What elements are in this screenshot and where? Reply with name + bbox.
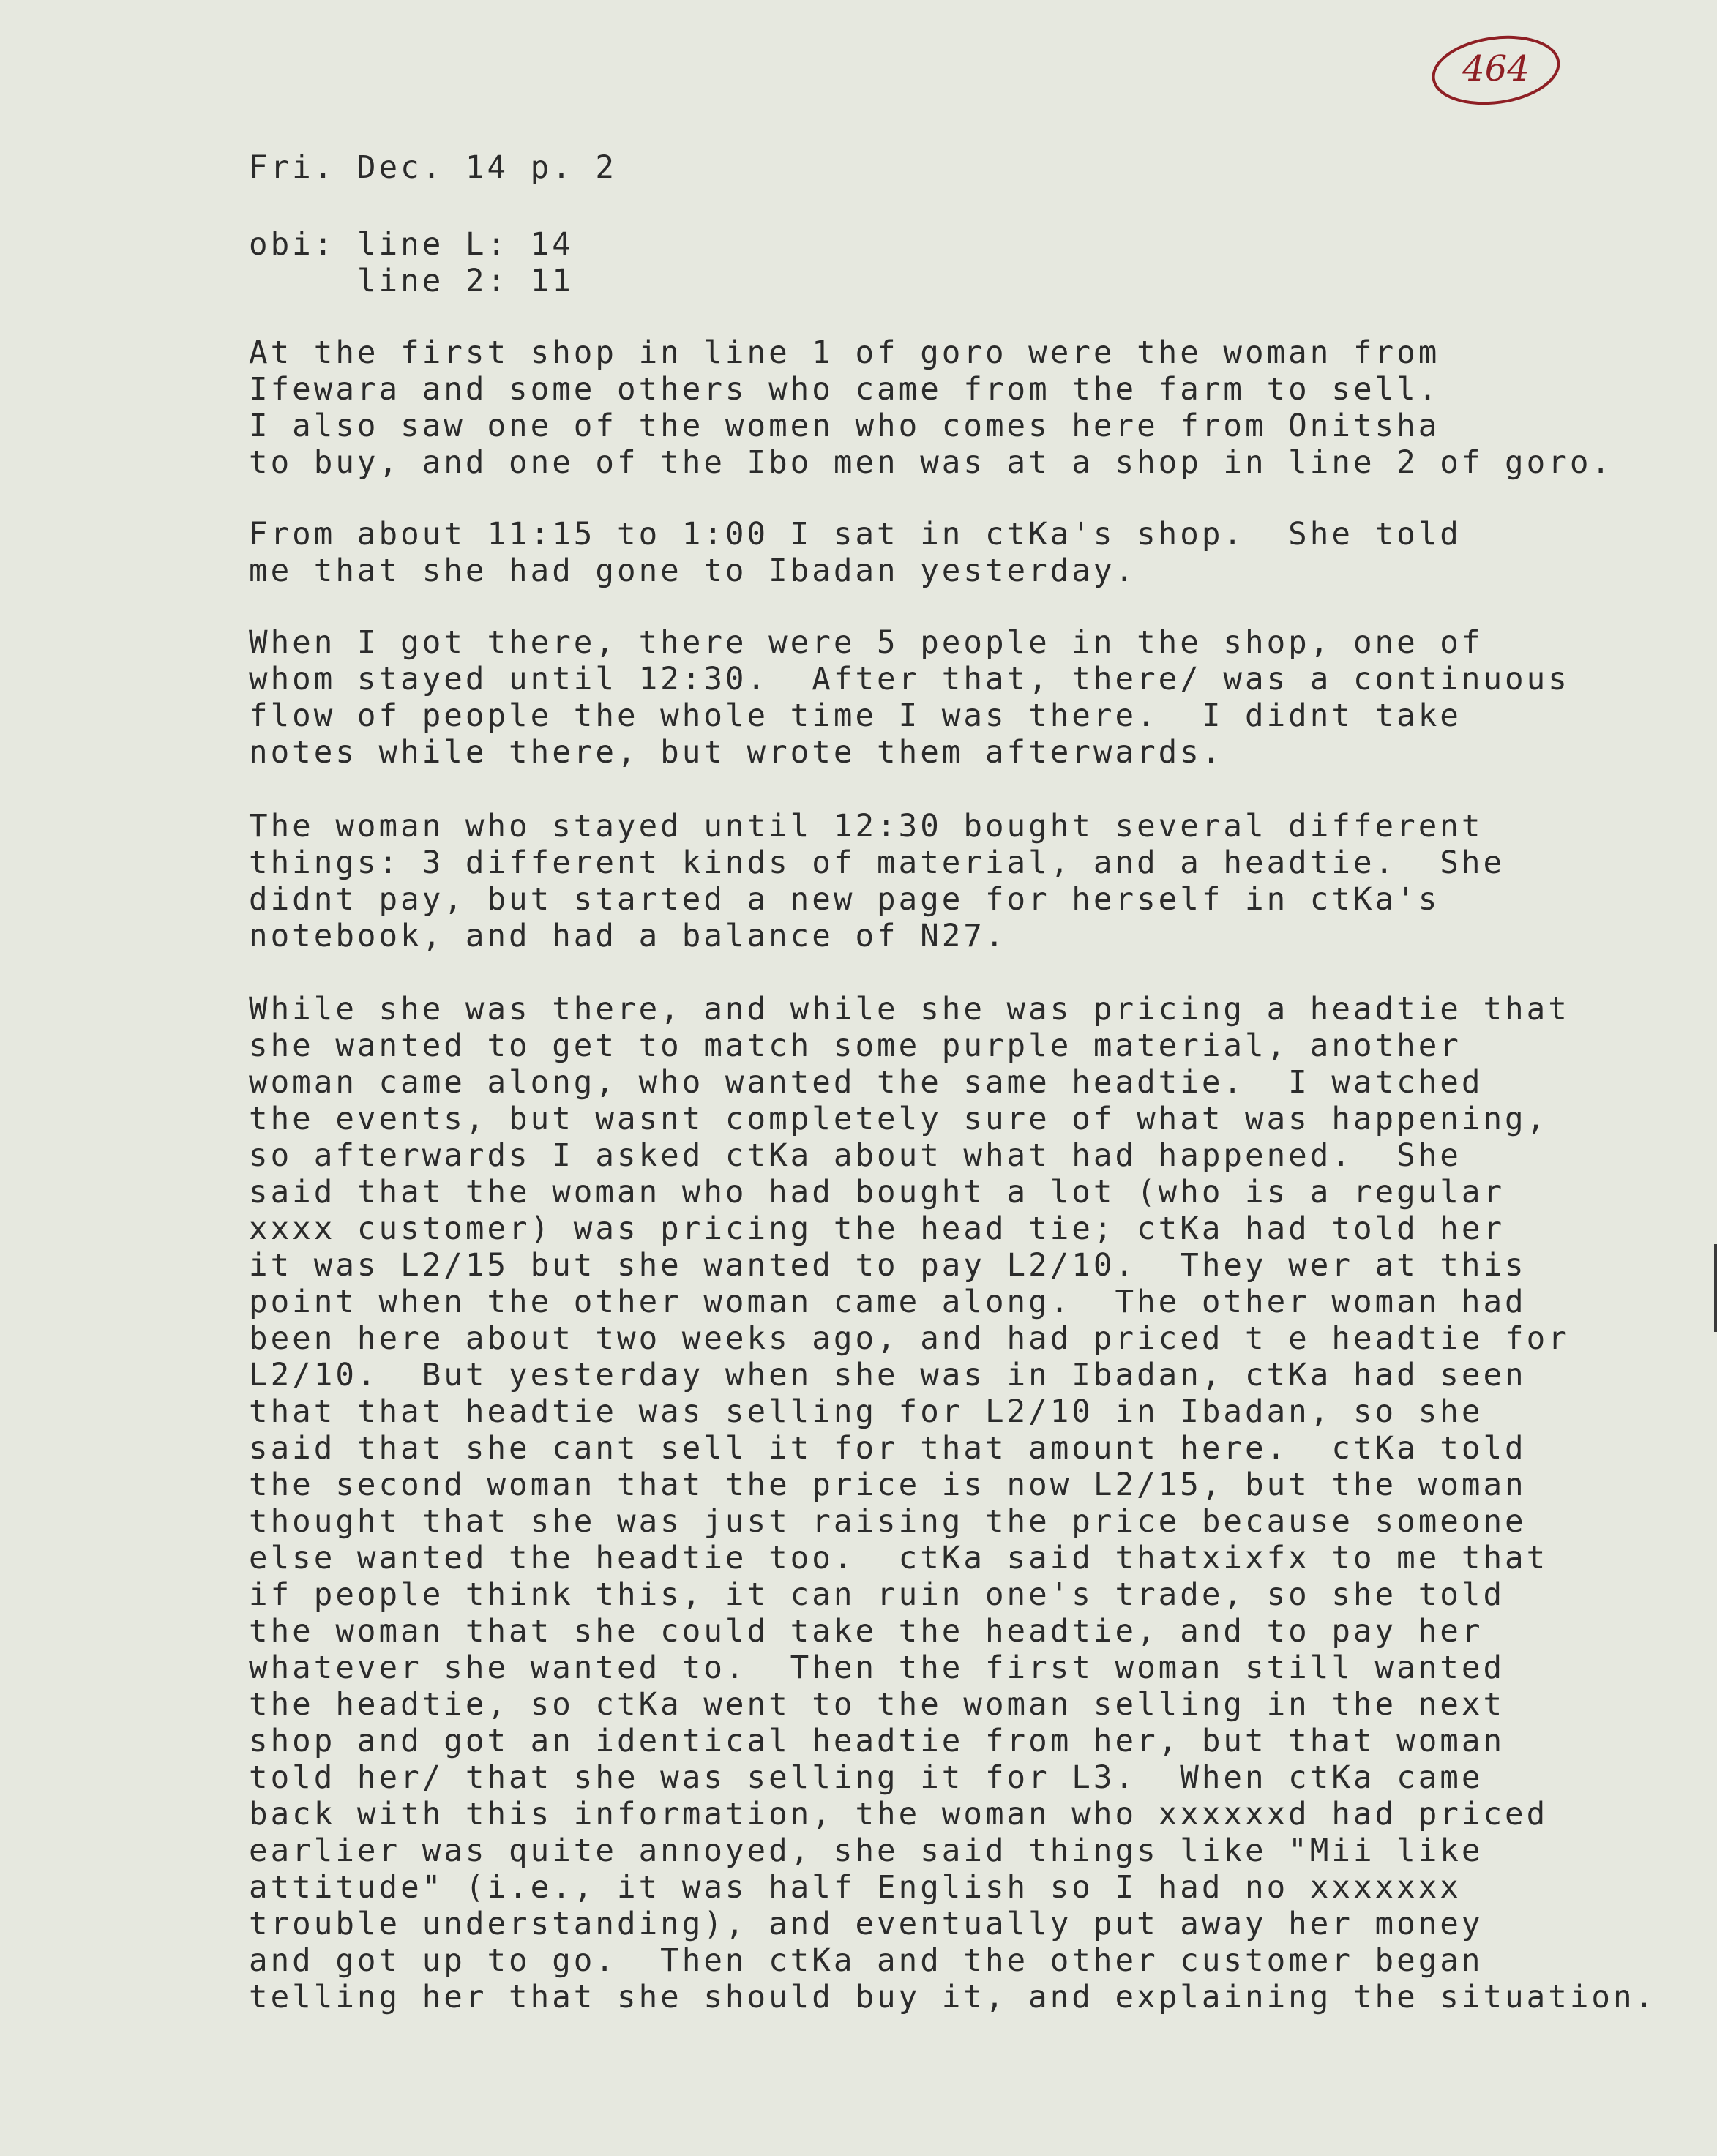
obi-line-2: line 2: 11 [249, 263, 574, 299]
text-line: attitude" (i.e., it was half English so I had no xxxxxxx [249, 1870, 1462, 1906]
text-line: shop and got an identical headtie from her, but that woman [249, 1723, 1505, 1759]
text-line: woman came along, who wanted the same headtie. I watched [249, 1065, 1484, 1101]
text-line: things: 3 different kinds of material, and a headtie. She [249, 845, 1505, 881]
text-line: From about 11:15 to 1:00 I sat in ctKa's shop. She told [249, 517, 1462, 553]
page-number-circle-icon [1426, 29, 1565, 110]
text-line: whom stayed until 12:30. After that, there/ was a continuous [249, 662, 1570, 697]
text-line: xxxx customer) was pricing the head tie; ctKa had told her [249, 1211, 1505, 1247]
text-line: didnt pay, but started a new page for herself in ctKa's [249, 882, 1440, 918]
text-line: if people think this, it can ruin one's trade, so she told [249, 1577, 1505, 1613]
text-line: the events, but wasnt completely sure of what was happening, [249, 1101, 1549, 1137]
text-line: thought that she was just raising the price because someone [249, 1504, 1527, 1540]
text-line: notebook, and had a balance of N27. [249, 918, 1007, 954]
text-line: notes while there, but wrote them afterwards. [249, 735, 1224, 771]
text-line: flow of people the whole time I was there. I didnt take [249, 698, 1462, 734]
document-header: Fri. Dec. 14 p. 2 [249, 150, 617, 186]
text-line: earlier was quite annoyed, she said things like "Mii like [249, 1833, 1484, 1869]
text-line: been here about two weeks ago, and had priced t e headtie for [249, 1321, 1570, 1357]
text-line: point when the other woman came along. The other woman had [249, 1284, 1527, 1320]
text-line: said that the woman who had bought a lot (who is a regular [249, 1175, 1505, 1210]
obi-line-1: obi: line L: 14 [249, 227, 574, 263]
text-line: and got up to go. Then ctKa and the other customer began [249, 1943, 1484, 1979]
text-line: me that she had gone to Ibadan yesterday. [249, 553, 1137, 589]
text-line: the second woman that the price is now L2/15, but the woman [249, 1467, 1527, 1503]
text-line: I also saw one of the women who comes here from Onitsha [249, 408, 1440, 444]
page-number-text: 464 [1462, 48, 1530, 89]
text-line: The woman who stayed until 12:30 bought several different [249, 809, 1484, 845]
text-line: telling her that she should buy it, and explaining the situation. [249, 1980, 1657, 2015]
text-line: the headtie, so ctKa went to the woman selling in the next [249, 1687, 1505, 1723]
text-line: While she was there, and while she was pricing a headtie that [249, 992, 1570, 1028]
text-line: back with this information, the woman who xxxxxxd had priced [249, 1797, 1549, 1833]
paragraph-2 [249, 517, 1462, 590]
text-line: else wanted the headtie too. ctKa said thatxixfx to me that [249, 1541, 1549, 1576]
page-edge-mark [1714, 1244, 1717, 1332]
page-number-stamp [1426, 29, 1565, 110]
text-line: it was L2/15 but she wanted to pay L2/10. They wer at this [249, 1248, 1527, 1284]
text-line: to buy, and one of the Ibo men was at a shop in line 2 of goro. [249, 445, 1613, 481]
paragraph-3 [249, 625, 1570, 771]
text-line: trouble understanding), and eventually put away her money [249, 1906, 1484, 1942]
text-line: Ifewara and some others who came from the farm to sell. [249, 372, 1440, 408]
paragraph-1 [249, 335, 1613, 482]
obi-counts [249, 227, 574, 300]
text-line: said that she cant sell it for that amount here. ctKa told [249, 1431, 1527, 1467]
text-line: told her/ that she was selling it for L3. When ctKa came [249, 1760, 1484, 1796]
text-line: L2/10. But yesterday when she was in Ibadan, ctKa had seen [249, 1358, 1527, 1393]
text-line: that that headtie was selling for L2/10 in Ibadan, so she [249, 1394, 1484, 1430]
text-line: the woman that she could take the headtie, and to pay her [249, 1614, 1484, 1650]
text-line: she wanted to get to match some purple material, another [249, 1028, 1462, 1064]
text-line: When I got there, there were 5 people in the shop, one of [249, 625, 1484, 661]
paragraph-5 [249, 992, 1656, 2016]
text-line: whatever she wanted to. Then the first woman still wanted [249, 1650, 1505, 1686]
text-line: so afterwards I asked ctKa about what had happened. She [249, 1138, 1462, 1174]
text-line: At the first shop in line 1 of goro were the woman from [249, 335, 1440, 371]
paragraph-4 [249, 809, 1505, 955]
